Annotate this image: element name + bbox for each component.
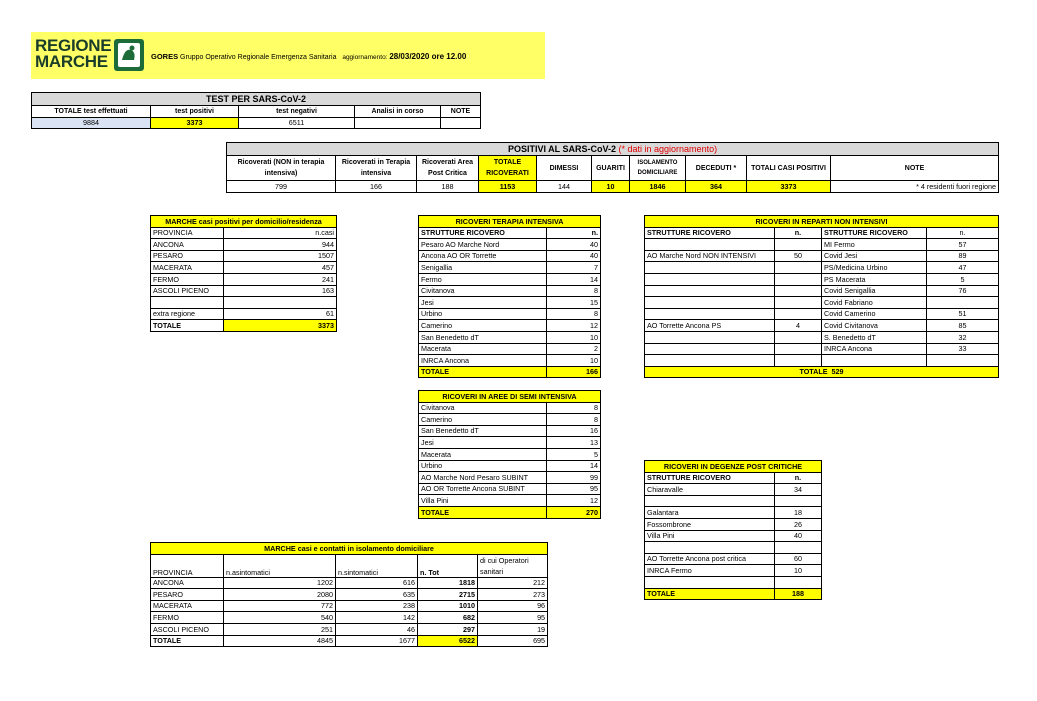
table-cell: MI Fermo <box>822 239 927 251</box>
org-line: GORES Gruppo Operativo Regionale Emergenza Sanitaria aggiornamento: 28/03/2020 ore 12.00 <box>151 52 467 61</box>
positivi-col-note: NOTE <box>831 156 999 181</box>
table-cell: Jesi <box>419 437 547 449</box>
table-cell: n. Tot <box>418 554 478 577</box>
table-cell: Civitanova <box>419 285 547 297</box>
table-row <box>419 308 601 320</box>
table-cell: San Benedetto dT <box>419 331 547 343</box>
table-row <box>419 262 601 274</box>
table-cell: 142 <box>336 612 418 624</box>
table-cell: 13 <box>547 437 601 449</box>
domicilio-table <box>150 215 337 332</box>
table-cell: Galantara <box>645 507 775 519</box>
table-row <box>419 355 601 367</box>
table-cell: Civitanova <box>419 402 547 414</box>
tests-negative-value: 6511 <box>239 117 355 129</box>
table-cell: 32 <box>927 331 999 343</box>
positivi-ricoverati-value: 799 <box>227 181 336 193</box>
table-cell: 16 <box>547 425 601 437</box>
positivi-col-totali: TOTALI CASI POSITIVI <box>747 156 831 181</box>
table-row <box>645 565 822 577</box>
table-row <box>419 297 601 309</box>
table-cell: PS Macerata <box>822 273 927 285</box>
table-cell: extra regione <box>151 308 224 320</box>
table-cell: 212 <box>478 577 548 589</box>
table-cell <box>927 355 999 367</box>
table-cell <box>775 273 822 285</box>
table-cell: San Benedetto dT <box>419 425 547 437</box>
table-row <box>419 472 601 484</box>
positivi-postcritica-value: 188 <box>417 181 479 193</box>
table-cell <box>645 355 775 367</box>
table-cell <box>822 355 927 367</box>
positivi-col-totale-ricoverati: TOTALE RICOVERATI <box>479 156 537 181</box>
table-cell: 251 <box>224 623 336 635</box>
table-cell: 14 <box>547 273 601 285</box>
table-row <box>645 262 999 274</box>
table-cell <box>224 297 337 309</box>
table-cell: 238 <box>336 600 418 612</box>
tests-positive-value: 3373 <box>151 117 239 129</box>
table-cell: di cui Operatori sanitari <box>478 554 548 577</box>
regione-marche-logo: REGIONE MARCHE <box>35 36 112 71</box>
table-row <box>151 285 337 297</box>
table-row <box>419 495 601 507</box>
table-cell: Fossombrone <box>645 518 775 530</box>
table-cell: INRCA Fermo <box>645 565 775 577</box>
positivi-col-postcritica: Ricoverati Area Post Critica <box>417 156 479 181</box>
post-critiche-table <box>644 460 822 600</box>
positivi-col-guariti: GUARITI <box>592 156 630 181</box>
table-cell <box>151 297 224 309</box>
table-row <box>419 460 601 472</box>
table-cell: 772 <box>224 600 336 612</box>
table-cell: TOTALE <box>419 366 547 378</box>
table-cell: 5 <box>547 448 601 460</box>
positivi-isolamento-value: 1846 <box>630 181 686 193</box>
table-row <box>645 239 999 251</box>
table-row <box>151 589 548 601</box>
table-cell: 76 <box>927 285 999 297</box>
table-cell: PESARO <box>151 250 224 262</box>
table-cell: STRUTTURE RICOVERO <box>645 472 775 484</box>
positivi-note-value: * 4 residenti fuori regione <box>831 181 999 193</box>
table-cell: Villa Pini <box>419 495 547 507</box>
table-row <box>151 250 337 262</box>
table-row <box>645 320 999 332</box>
table-cell: 7 <box>547 262 601 274</box>
table-cell: 95 <box>478 612 548 624</box>
table-cell: Covid Jesi <box>822 250 927 262</box>
table-cell: 85 <box>927 320 999 332</box>
table-cell <box>645 495 775 507</box>
table-cell: INRCA Ancona <box>419 355 547 367</box>
table-cell: 1202 <box>224 577 336 589</box>
table-row <box>419 414 601 426</box>
table-cell: S. Benedetto dT <box>822 331 927 343</box>
table-cell: 1010 <box>418 600 478 612</box>
table-row <box>645 576 822 588</box>
table-row <box>419 273 601 285</box>
table-cell: 682 <box>418 612 478 624</box>
table-cell: 10 <box>547 331 601 343</box>
table-cell: Macerata <box>419 343 547 355</box>
table-cell: 99 <box>547 472 601 484</box>
table-cell: 89 <box>927 250 999 262</box>
table-cell <box>775 308 822 320</box>
table-cell: ANCONA <box>151 239 224 251</box>
table-row <box>645 273 999 285</box>
table-row <box>419 437 601 449</box>
table-cell: ANCONA <box>151 577 224 589</box>
table-cell: 34 <box>775 484 822 496</box>
terapia-col-n: n. <box>547 227 601 239</box>
table-cell: TOTALE <box>151 320 224 332</box>
table-row <box>645 518 822 530</box>
table-cell: 10 <box>547 355 601 367</box>
table-row <box>151 612 548 624</box>
table-cell: PESARO <box>151 589 224 601</box>
terapia-intensiva-table <box>418 215 601 378</box>
non-intensivi-table <box>644 215 999 378</box>
table-row <box>151 273 337 285</box>
table-cell: 57 <box>927 239 999 251</box>
table-cell: 61 <box>224 308 337 320</box>
table-row <box>645 484 822 496</box>
table-cell: 635 <box>336 589 418 601</box>
tests-col-positive: test positivi <box>151 106 239 118</box>
positivi-col-ricoverati: Ricoverati (NON in terapia intensiva) <box>227 156 336 181</box>
table-row <box>151 297 337 309</box>
table-cell: AO Torrette Ancona post critica <box>645 553 775 565</box>
table-row <box>645 530 822 542</box>
table-row <box>419 343 601 355</box>
table-cell <box>775 239 822 251</box>
table-cell <box>645 331 775 343</box>
table-cell <box>775 262 822 274</box>
tests-total-value: 9884 <box>32 117 151 129</box>
table-cell: 1677 <box>336 635 418 647</box>
table-cell: 96 <box>478 600 548 612</box>
table-cell: Pesaro AO Marche Nord <box>419 239 547 251</box>
table-cell: Senigallia <box>419 262 547 274</box>
table-cell: 188 <box>775 588 822 600</box>
table-cell: Jesi <box>419 297 547 309</box>
positivi-deceduti-value: 364 <box>686 181 747 193</box>
table-cell: 616 <box>336 577 418 589</box>
table-cell: 5 <box>927 273 999 285</box>
total-row <box>645 366 999 378</box>
table-cell <box>775 576 822 588</box>
table-cell: Camerino <box>419 320 547 332</box>
table-row <box>419 331 601 343</box>
positivi-totale-ricoverati-value: 1153 <box>479 181 537 193</box>
table-row <box>645 553 822 565</box>
table-row <box>151 308 337 320</box>
table-row <box>151 600 548 612</box>
table-cell: 4 <box>775 320 822 332</box>
table-cell: 1507 <box>224 250 337 262</box>
table-cell: FERMO <box>151 612 224 624</box>
table-row <box>419 239 601 251</box>
table-cell: 14 <box>547 460 601 472</box>
semi-title: RICOVERI IN AREE DI SEMI INTENSIVA <box>419 391 601 403</box>
table-row <box>419 285 601 297</box>
table-cell: 457 <box>224 262 337 274</box>
report-header <box>31 32 545 79</box>
positivi-table <box>226 142 999 193</box>
table-cell: AO Marche Nord NON INTENSIVI <box>645 250 775 262</box>
table-cell: INRCA Ancona <box>822 343 927 355</box>
table-cell <box>775 297 822 309</box>
table-cell: 241 <box>224 273 337 285</box>
table-cell: 1818 <box>418 577 478 589</box>
table-cell: Ancona AO OR Torrette <box>419 250 547 262</box>
table-cell: 270 <box>547 506 601 518</box>
table-cell: n.sintomatici <box>336 554 418 577</box>
domicilio-title: MARCHE casi positivi per domicilio/residenza <box>151 216 337 228</box>
tests-pending-value <box>355 117 441 129</box>
total-row <box>151 635 548 647</box>
table-row <box>645 542 822 554</box>
table-cell <box>645 297 775 309</box>
total-row <box>151 320 337 332</box>
table-cell: 3373 <box>224 320 337 332</box>
table-cell: 19 <box>478 623 548 635</box>
table-cell: 2 <box>547 343 601 355</box>
table-cell: n. <box>775 472 822 484</box>
positivi-dimessi-value: 144 <box>537 181 592 193</box>
table-cell: 40 <box>775 530 822 542</box>
table-cell: 273 <box>478 589 548 601</box>
table-row <box>151 577 548 589</box>
table-cell: 46 <box>336 623 418 635</box>
table-row <box>151 239 337 251</box>
table-cell <box>645 262 775 274</box>
table-cell: 6522 <box>418 635 478 647</box>
table-cell <box>775 495 822 507</box>
table-cell: TOTALE <box>645 588 775 600</box>
table-cell: 26 <box>775 518 822 530</box>
tests-col-pending: Analisi in corso <box>355 106 441 118</box>
table-cell <box>645 542 775 554</box>
table-cell: TOTALE <box>419 506 547 518</box>
table-cell <box>775 542 822 554</box>
table-cell: STRUTTURE RICOVERO <box>645 227 775 239</box>
table-row <box>151 262 337 274</box>
table-cell: n. <box>775 227 822 239</box>
table-cell: 2715 <box>418 589 478 601</box>
table-row <box>419 448 601 460</box>
table-cell: 8 <box>547 308 601 320</box>
table-cell <box>775 285 822 297</box>
table-cell: TOTALE <box>151 635 224 647</box>
table-cell: 12 <box>547 320 601 332</box>
isolamento-table <box>150 542 548 647</box>
table-row <box>645 308 999 320</box>
table-cell: 60 <box>775 553 822 565</box>
table-cell <box>645 273 775 285</box>
table-cell <box>645 308 775 320</box>
table-cell: 2080 <box>224 589 336 601</box>
domicilio-col-provincia: PROVINCIA <box>151 227 224 239</box>
table-row <box>645 507 822 519</box>
positivi-terapia-value: 166 <box>336 181 417 193</box>
table-row <box>419 425 601 437</box>
table-row <box>645 495 822 507</box>
table-cell: Urbino <box>419 460 547 472</box>
table-cell: 15 <box>547 297 601 309</box>
tests-col-negative: test negativi <box>239 106 355 118</box>
positivi-col-deceduti: DECEDUTI * <box>686 156 747 181</box>
table-cell: 51 <box>927 308 999 320</box>
table-row <box>645 355 999 367</box>
table-cell: 47 <box>927 262 999 274</box>
table-cell: 8 <box>547 414 601 426</box>
positivi-col-dimessi: DIMESSI <box>537 156 592 181</box>
table-cell <box>645 343 775 355</box>
table-cell <box>645 576 775 588</box>
table-row <box>645 297 999 309</box>
table-cell: 50 <box>775 250 822 262</box>
tests-col-total: TOTALE test effettuati <box>32 106 151 118</box>
table-cell: 12 <box>547 495 601 507</box>
domicilio-col-casi: n.casi <box>224 227 337 239</box>
table-row <box>419 250 601 262</box>
table-cell: 4845 <box>224 635 336 647</box>
table-row <box>645 331 999 343</box>
total-row <box>419 366 601 378</box>
table-cell: 95 <box>547 483 601 495</box>
terapia-title: RICOVERI TERAPIA INTENSIVA <box>419 216 601 228</box>
table-cell: 540 <box>224 612 336 624</box>
non-intensivi-total: TOTALE 529 <box>645 366 999 378</box>
table-cell: MACERATA <box>151 600 224 612</box>
table-cell: Urbino <box>419 308 547 320</box>
table-cell: 10 <box>775 565 822 577</box>
non-intensivi-title: RICOVERI IN REPARTI NON INTENSIVI <box>645 216 999 228</box>
isolamento-title: MARCHE casi e contatti in isolamento domiciliare <box>151 543 548 555</box>
table-cell: Villa Pini <box>645 530 775 542</box>
positivi-guariti-value: 10 <box>592 181 630 193</box>
table-cell: n. <box>927 227 999 239</box>
table-cell <box>645 285 775 297</box>
table-cell: Camerino <box>419 414 547 426</box>
table-cell: PROVINCIA <box>151 554 224 577</box>
table-cell: 695 <box>478 635 548 647</box>
table-cell: FERMO <box>151 273 224 285</box>
table-cell <box>775 343 822 355</box>
table-cell: 40 <box>547 239 601 251</box>
table-cell: 33 <box>927 343 999 355</box>
tests-notes-value <box>441 117 481 129</box>
table-row <box>419 320 601 332</box>
table-cell: 297 <box>418 623 478 635</box>
positivi-title: POSITIVI AL SARS-CoV-2 (* dati in aggiornamento) <box>227 143 999 156</box>
table-cell: AO Marche Nord Pesaro SUBINT <box>419 472 547 484</box>
total-row <box>419 506 601 518</box>
table-cell: 18 <box>775 507 822 519</box>
table-cell: PS/Medicina Urbino <box>822 262 927 274</box>
table-cell: Covid Camerino <box>822 308 927 320</box>
total-row <box>645 588 822 600</box>
table-cell: ASCOLI PICENO <box>151 285 224 297</box>
table-cell: 944 <box>224 239 337 251</box>
table-cell: 166 <box>547 366 601 378</box>
table-cell: STRUTTURE RICOVERO <box>822 227 927 239</box>
positivi-col-terapia: Ricoverati in Terapia intensiva <box>336 156 417 181</box>
positivi-totali-value: 3373 <box>747 181 831 193</box>
table-cell: 40 <box>547 250 601 262</box>
table-cell: MACERATA <box>151 262 224 274</box>
table-row <box>645 250 999 262</box>
post-critiche-title: RICOVERI IN DEGENZE POST CRITICHE <box>645 461 822 473</box>
tests-table <box>31 92 481 129</box>
tests-col-notes: NOTE <box>441 106 481 118</box>
table-cell: Macerata <box>419 448 547 460</box>
table-cell: Covid Civitanova <box>822 320 927 332</box>
table-cell: Covid Senigallia <box>822 285 927 297</box>
table-cell: 163 <box>224 285 337 297</box>
table-cell: n.asintomatici <box>224 554 336 577</box>
table-cell: Chiaravalle <box>645 484 775 496</box>
table-cell <box>645 239 775 251</box>
table-row <box>151 623 548 635</box>
table-cell: Fermo <box>419 273 547 285</box>
table-row <box>419 402 601 414</box>
terapia-col-strutture: STRUTTURE RICOVERO <box>419 227 547 239</box>
table-cell <box>775 331 822 343</box>
table-cell <box>775 355 822 367</box>
table-row <box>419 483 601 495</box>
table-cell: Covid Fabriano <box>822 297 927 309</box>
semi-intensiva-table <box>418 390 601 519</box>
table-row <box>645 285 999 297</box>
tests-title: TEST PER SARS-CoV-2 <box>32 93 481 106</box>
table-cell: AO OR Torrette Ancona SUBINT <box>419 483 547 495</box>
table-cell: AO Torrette Ancona PS <box>645 320 775 332</box>
marche-shield-icon <box>113 38 145 72</box>
table-cell: 8 <box>547 402 601 414</box>
table-cell <box>927 297 999 309</box>
table-row <box>645 343 999 355</box>
table-cell: 8 <box>547 285 601 297</box>
positivi-col-isolamento: ISOLAMENTO DOMICILIARE <box>630 156 686 181</box>
table-cell: ASCOLI PICENO <box>151 623 224 635</box>
